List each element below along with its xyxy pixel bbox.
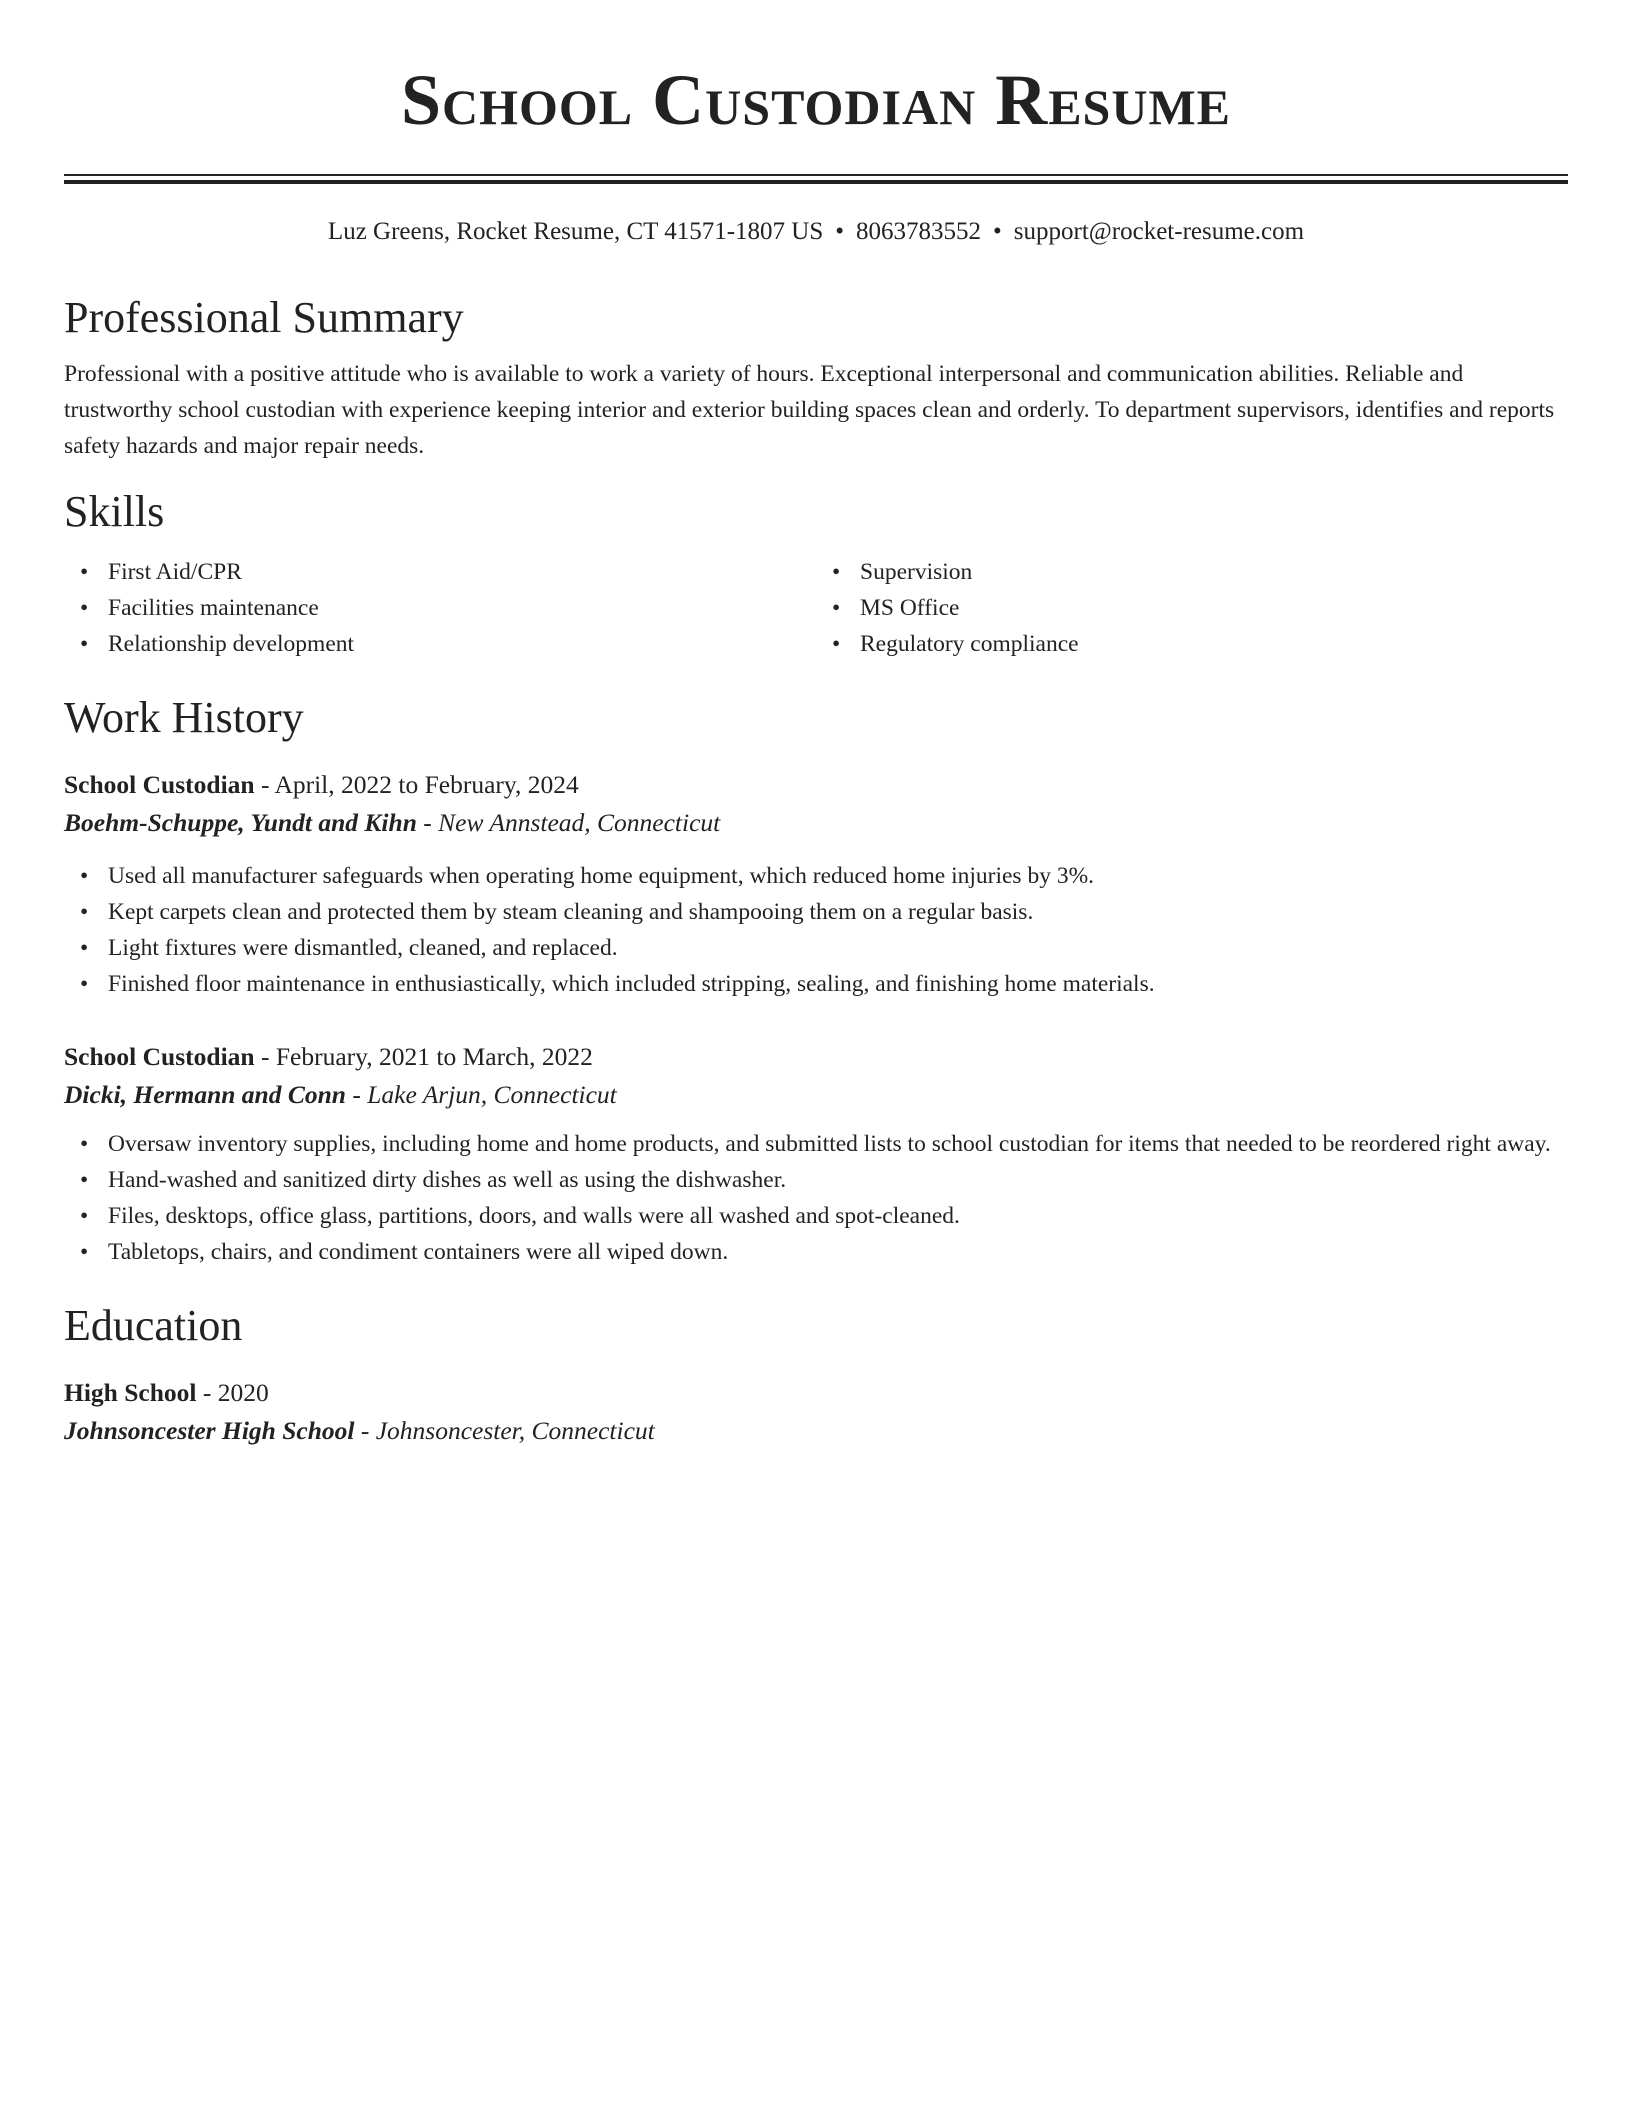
skills-heading: Skills <box>64 487 165 536</box>
company-location: - Lake Arjun, Connecticut <box>345 1080 617 1109</box>
education-entry <box>64 1374 1568 1450</box>
skill-item: • Supervision <box>832 559 973 585</box>
job-title-line <box>64 1038 1568 1076</box>
duty-item: • Light fixtures were dismantled, cleaned, and replaced. <box>80 935 618 961</box>
degree: High School <box>64 1378 197 1407</box>
contact-phone: 8063783552 <box>856 218 981 245</box>
job-title-line <box>64 766 1568 804</box>
duty-item: • Kept carpets clean and protected them by steam cleaning and shampooing them on a regular basis. <box>80 899 1034 925</box>
company-name: Dicki, Hermann and Conn <box>64 1080 346 1109</box>
contact-info <box>64 216 1568 248</box>
skill-item: • MS Office <box>832 595 960 621</box>
job-entry <box>64 1038 1568 1270</box>
school-name: Johnsoncester High School <box>64 1416 355 1445</box>
duty-item: • Files, desktops, office glass, partitions, doors, and walls were all washed and spot-cleaned. <box>80 1203 960 1229</box>
title-divider <box>64 174 1568 184</box>
duty-item: • Hand-washed and sanitized dirty dishes as well as using the dishwasher. <box>80 1167 787 1193</box>
education-heading: Education <box>64 1301 243 1350</box>
skills-list <box>64 554 1568 662</box>
job-duties <box>64 858 1568 1002</box>
contact-address: Luz Greens, Rocket Resume, CT 41571-1807 US <box>327 218 824 245</box>
company-name: Boehm-Schuppe, Yundt and Kihn <box>64 808 417 837</box>
work-history-heading: Work History <box>64 693 304 742</box>
job-dates: - February, 2021 to March, 2022 <box>254 1042 593 1071</box>
job-duties <box>64 1126 1568 1270</box>
skill-item: • First Aid/CPR <box>80 559 242 585</box>
school-line <box>64 1412 1568 1450</box>
contact-email: support@rocket-resume.com <box>1013 218 1305 245</box>
school-location: - Johnsoncester, Connecticut <box>354 1416 655 1445</box>
job-entry <box>64 766 1568 1002</box>
skills-column-left <box>64 554 816 662</box>
graduation-year: - 2020 <box>196 1378 269 1407</box>
skills-column-right <box>816 554 1568 662</box>
degree-line <box>64 1374 1568 1412</box>
company-location: - New Annstead, Connecticut <box>416 808 721 837</box>
summary-heading: Professional Summary <box>64 293 464 342</box>
duty-item: • Used all manufacturer safeguards when operating home equipment, which reduced home injuries by 3%. <box>80 863 1095 889</box>
contact-separator: • <box>993 218 1002 245</box>
skill-item: • Regulatory compliance <box>832 631 1079 657</box>
contact-separator: • <box>835 218 844 245</box>
job-title: School Custodian <box>64 1042 255 1071</box>
duty-item: • Tabletops, chairs, and condiment containers were all wiped down. <box>80 1239 729 1265</box>
resume-title: School Custodian Resume <box>400 60 1231 140</box>
company-line <box>64 804 1568 842</box>
summary-text: Professional with a positive attitude who is available to work a variety of hours. Exceptional interpersonal and communication abilities. Reliable and trustworthy school custodian with experience keeping interior and exterior building spaces clean and orderly. To department supervisors, identifies and reports safety hazards and major repair needs. <box>64 361 1555 459</box>
company-line <box>64 1076 1568 1114</box>
skill-item: • Facilities maintenance <box>80 595 319 621</box>
duty-item: • Finished floor maintenance in enthusiastically, which included stripping, sealing, and finishing home materials. <box>80 971 1155 997</box>
job-title: School Custodian <box>64 770 255 799</box>
job-dates: - April, 2022 to February, 2024 <box>254 770 579 799</box>
skill-item: • Relationship development <box>80 631 355 657</box>
duty-item: • Oversaw inventory supplies, including home and home products, and submitted lists to school custodian for items that needed to be reordered right away. <box>80 1131 1551 1157</box>
